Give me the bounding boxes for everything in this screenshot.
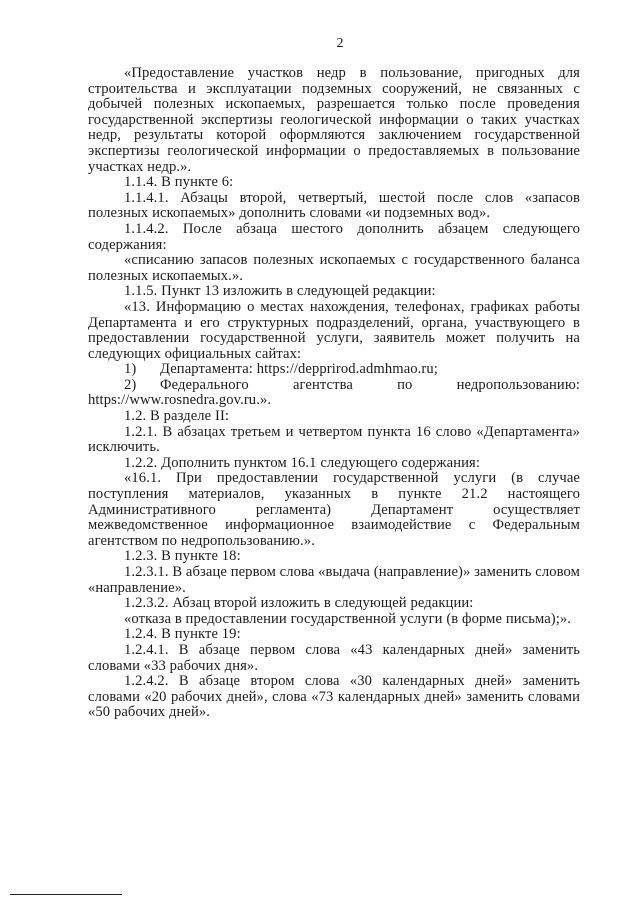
list-item-number: 2) — [124, 376, 137, 393]
list-item — [88, 378, 580, 394]
quoted-paragraph-refusal: «отказа в предоставлении государственной услуги (в форме письма);». — [124, 610, 572, 627]
clause-1-1-4-2: 1.1.4.2. После абзаца шестого дополнить абзацем следующего содержания: — [88, 220, 580, 253]
clause-1-2-3-1: 1.2.3.1. В абзаце первом слова «выдача (направление)» заменить словом «направление». — [88, 564, 580, 596]
clause-1-2-3-2: 1.2.3.2. Абзац второй изложить в следующей редакции: — [124, 595, 474, 612]
clause-1-1-5: 1.1.5. Пункт 13 изложить в следующей редакции: — [124, 283, 436, 300]
clause-1-2-4-2: 1.2.4.2. В абзаце втором слова «30 календарных дней» заменить словами «20 рабочих дней», слова «73 календарных дней» заменить словами «50 рабочих дней». — [88, 673, 580, 721]
website-url-line: https://www.rosnedra.gov.ru.». — [88, 392, 272, 409]
page-number: 2 — [336, 36, 344, 51]
list-item-text: Департамента: https://depprirod.admhmao.ru; — [160, 361, 438, 378]
list-item-number: 1) — [124, 361, 137, 378]
quoted-paragraph-13: «13. Информацию о местах нахождения, телефонах, графиках работы Департамента и его структурных подразделений, органа, участвующего в предоставлении государственной услуги, заявитель может получить на следующих официальных сайтах: — [88, 298, 580, 362]
list-item — [88, 362, 580, 378]
section-1-2: 1.2. В разделе II: — [124, 408, 230, 425]
clause-1-2-4: 1.2.4. В пункте 19: — [124, 626, 241, 643]
footnote-divider — [10, 894, 122, 895]
clause-1-2-1: 1.2.1. В абзацах третьем и четвертом пункта 16 слово «Департамента» исключить. — [88, 423, 580, 456]
clause-1-2-3: 1.2.3. В пункте 18: — [124, 548, 241, 565]
quoted-paragraph-subsoil-use: «Предоставление участков недр в пользование, пригодных для строительства и эксплуатации подземных сооружений, не связанных с добычей полезных ископаемых, разрешается только после проведения государственной экспертизы геологической информации о таких участках недр, результаты которой оформляются заключением государственной экспертизы геологической информации о предоставляемых в пользование участках недр.». — [88, 65, 580, 175]
list-item-text: Федерального агентства по недропользованию: — [160, 376, 580, 393]
clause-1-2-2: 1.2.2. Дополнить пунктом 16.1 следующего содержания: — [124, 454, 480, 471]
clause-1-1-4-1: 1.1.4.1. Абзацы второй, четвертый, шестой после слов «запасов полезных ископаемых» дополнить словами «и подземных вод». — [88, 189, 580, 222]
clause-1-2-4-1: 1.2.4.1. В абзаце первом слова «43 календарных дней» заменить словами «33 рабочих дня». — [88, 641, 580, 674]
quoted-paragraph-16-1: «16.1. При предоставлении государственной услуги (в случае поступления материалов, указанных в пункте 21.2 настоящего Административного регламента) Департамент осуществляет межведомственное информационное взаимодействие с Федеральным агентством по недропользованию.». — [88, 470, 580, 549]
document-body — [88, 66, 580, 721]
quoted-paragraph-write-off: «списанию запасов полезных ископаемых с государственного баланса полезных ископаемых.». — [88, 252, 580, 284]
clause-1-1-4: 1.1.4. В пункте 6: — [124, 174, 234, 191]
